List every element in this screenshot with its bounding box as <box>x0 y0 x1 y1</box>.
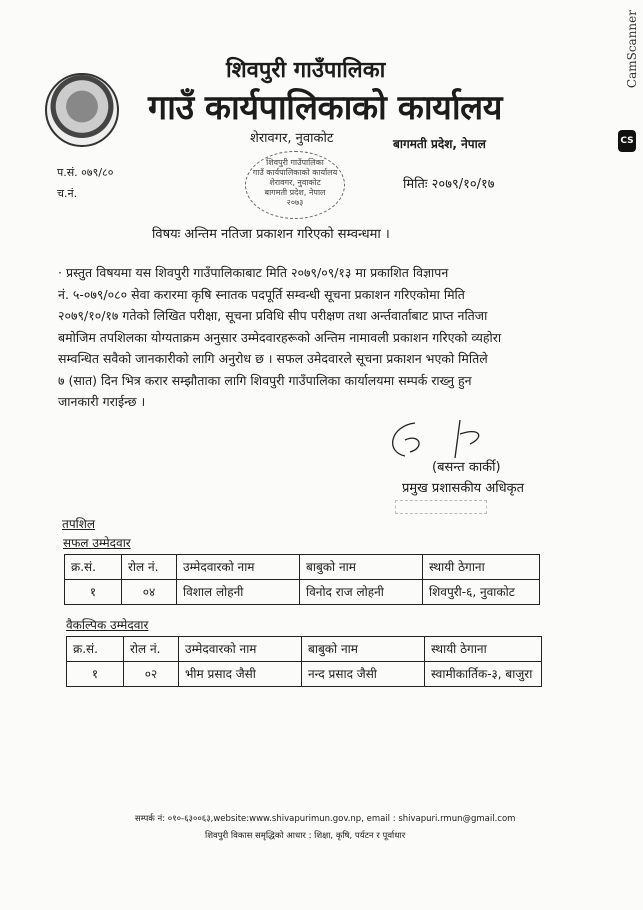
cell: १ <box>65 580 122 605</box>
office-stamp <box>245 151 345 219</box>
camscanner-watermark: CamScanner <box>625 10 639 89</box>
stamp-line: गाउँ कार्यपालिकाको कार्यालय <box>252 168 338 177</box>
body-line: बमोजिम तपशिलका योग्यताक्रम अनुसार उम्मेदवारहरूको अन्तिम नामावली प्रकाशन गरिएको व्यहोरा <box>58 329 502 345</box>
cell: ०४ <box>122 580 177 605</box>
header-cell: बाबुको नाम <box>302 637 425 662</box>
body-line: जानकारी गराईन्छ । <box>58 394 146 409</box>
table-header-row <box>65 555 540 580</box>
signatory-stamp <box>395 500 487 514</box>
cell: विशाल लोहनी <box>177 580 300 605</box>
header-cell: रोल नं. <box>124 637 179 662</box>
footer-contact <box>135 813 515 825</box>
office-name: गाउँ कार्यपालिकाको कार्यालय <box>148 88 502 128</box>
header-cell: स्थायी ठेगाना <box>425 637 542 662</box>
signature <box>385 420 505 460</box>
header-cell: बाबुको नाम <box>300 555 423 580</box>
table-row <box>67 662 542 687</box>
footer-slogan: शिवपुरी विकास समृद्धिको आधार : शिक्षा, कृषि, पर्यटन र पूर्वाधार <box>205 831 406 841</box>
successful-candidates-table <box>64 554 540 605</box>
stamp-line: शिवपुरी गाउँपालिका <box>266 158 324 167</box>
signatory-title: प्रमुख प्रशासकीय अधिकृत <box>402 481 525 496</box>
cell: भीम प्रसाद जैसी <box>179 662 302 687</box>
alternate-caption: वैकल्पिक उम्मेदवार <box>66 618 149 632</box>
header-cell: उम्मेदवारको नाम <box>179 637 302 662</box>
email-label: , email : <box>361 814 399 824</box>
cell: शिवपुरी-६, नुवाकोट <box>423 580 540 605</box>
header-cell: क्र.सं. <box>65 555 122 580</box>
reference-number: प.सं. ०७९/८० <box>57 166 114 179</box>
office-location: शेरावगर, नुवाकोट <box>250 131 334 146</box>
stamp-line: बागमती प्रदेश, नेपाल <box>264 188 326 197</box>
cell: नन्द प्रसाद जैसी <box>302 662 425 687</box>
signatory-name: (बसन्त कार्की) <box>432 460 501 475</box>
body-paragraph <box>58 262 578 413</box>
header-cell: उम्मेदवारको नाम <box>177 555 300 580</box>
contact-label: सम्पर्क नं: ०१०-६३००६३,website: <box>135 814 250 824</box>
table-header-row <box>67 637 542 662</box>
successful-caption: सफल उम्मेदवार <box>63 536 131 550</box>
body-line: नं. ५-०७९/०८० सेवा करारमा कृषि स्नातक पदपूर्ति सम्वन्धी सूचना प्रकाशन गरिएकोमा मिति <box>58 286 465 302</box>
body-line: २०७९/१०/१७ गतेको लिखित परीक्षा, सूचना प्रविधि सीप परीक्षण तथा अर्न्तवार्ताबाट प्राप्त नतिजा <box>58 308 488 323</box>
header-cell: रोल नं. <box>122 555 177 580</box>
subject-line: विषयः अन्तिम नतिजा प्रकाशन गरिएको सम्वन्धमा । <box>152 227 390 242</box>
cell: स्वामीकार्तिक-३, बाजुरा <box>425 662 542 687</box>
cell: विनोद राज लोहनी <box>300 580 423 605</box>
province: बागमती प्रदेश, नेपाल <box>393 137 486 151</box>
camscanner-logo-icon: CS <box>618 130 636 152</box>
body-line: · प्रस्तुत विषयमा यस शिवपुरी गाउँपालिकाबाट मिति २०७९/०९/१३ मा प्रकाशित विज्ञापन <box>58 265 449 280</box>
details-heading: तपशिल <box>62 517 96 531</box>
stamp-line: शेरावगर, नुवाकोट <box>269 178 321 187</box>
email-link[interactable]: shivapuri.rmun@gmail.com <box>398 814 516 824</box>
header-cell: स्थायी ठेगाना <box>423 555 540 580</box>
website-link[interactable]: www.shivapurimun.gov.np <box>249 814 362 824</box>
header-cell: क्र.सं. <box>67 637 124 662</box>
stamp-line: २०७३ <box>286 198 304 207</box>
municipality-name: शिवपुरी गाउँपालिका <box>226 58 386 83</box>
table-row <box>65 580 540 605</box>
body-line: ७ (सात) दिन भित्र करार सम्झौताका लागि शिवपुरी गाउँपालिका कार्यालयमा सम्पर्क राख्नु हुन <box>58 372 472 388</box>
alternate-candidates-table <box>66 636 542 687</box>
cell: ०२ <box>124 662 179 687</box>
letter-date: मितिः २०७९/१०/१७ <box>403 177 495 192</box>
nepal-emblem-logo <box>45 73 119 147</box>
body-line: सम्वन्धित सवैको जानकारीको लागि अनुरोध छ । सफल उमेदवारले सूचना प्रकाशन भएको मितिले <box>58 351 488 366</box>
dispatch-number: च.नं. <box>57 187 78 200</box>
cell: १ <box>67 662 124 687</box>
